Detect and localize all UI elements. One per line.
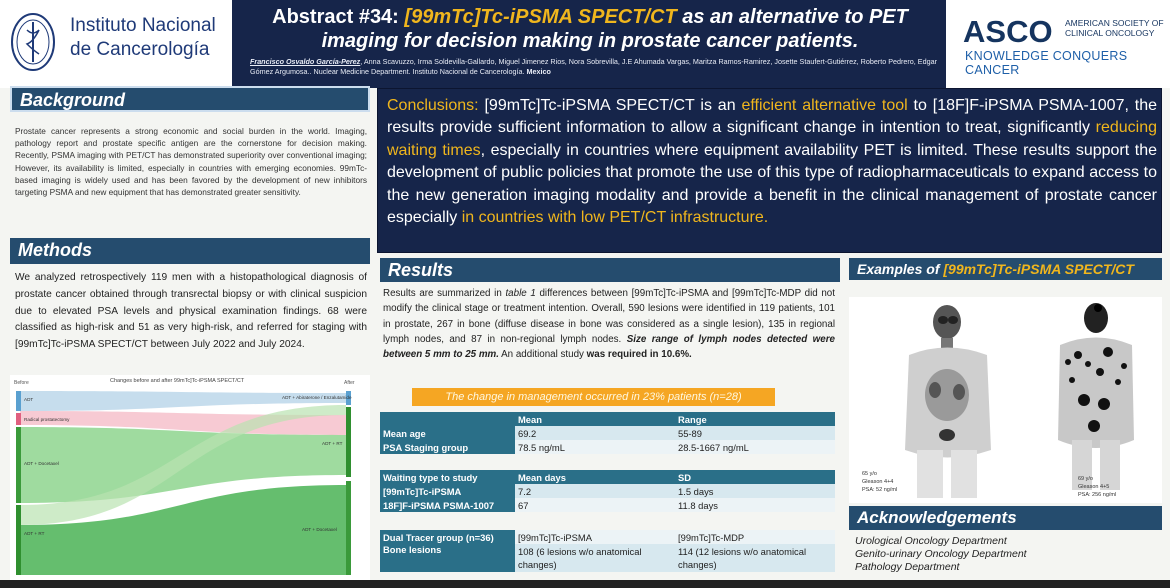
asco-tagline: KNOWLEDGE CONQUERS CANCER [965, 49, 1128, 77]
table-header-cell: Waiting type to study [380, 470, 515, 484]
results-heading: Results [380, 258, 840, 282]
conclusions-part: [99mTc]Tc-iPSMA SPECT/CT is an [478, 97, 742, 114]
table-header-cell: Dual Tracer group (n=36) [380, 530, 515, 544]
acknowledgements-list [855, 535, 1027, 574]
table-header-cell: Mean [515, 412, 675, 426]
table-cell: 7.2 [515, 484, 675, 498]
table-header-cell [380, 412, 515, 426]
conclusions-highlight: in countries with low PET/CT infrastructure. [461, 209, 769, 227]
conclusions-text [387, 95, 1157, 229]
sankey-diagram [10, 375, 370, 580]
table-cell: 114 (12 lesions w/o anatomical changes) [675, 544, 835, 572]
change-management-banner: The change in management occurred in 23% patients (n=28) [412, 388, 775, 406]
co-authors: , Anna Scavuzzo, Irma Soldevilla-Gallardo, Miguel Jimenez Rios, Nora Sobrevilla, J.E Ahumada Vargas, Maritza Ramos-Ramirez, Josette Staufert-Gutiérrez, Roberto Pedrero, Edgar Gómez Argumosa.. Nuclear Medicine Department. Instituto Nacional de Cancerología. [250, 57, 937, 76]
author-list [250, 57, 940, 76]
scan1-age: 65 y/o [862, 471, 877, 477]
examples-heading [849, 258, 1162, 280]
table-row [380, 440, 835, 454]
acknowledgement-item: Genito-urinary Oncology Department [855, 548, 1027, 560]
sankey-node [16, 505, 21, 575]
acknowledgement-item: Pathology Department [855, 561, 960, 573]
sankey-node-label: ADT [24, 397, 34, 402]
results-lymph-size: Size range of lymph nodes detected were between 5 mm to 25 mm. [383, 333, 835, 361]
table-cell: PSA Staging group [380, 440, 515, 454]
acknowledgements-heading: Acknowledgements [849, 506, 1162, 530]
examples-heading-highlight: [99mTc]Tc-iPSMA SPECT/CT [943, 261, 1134, 277]
examples-heading-prefix: Examples of [857, 261, 944, 277]
table-row [380, 426, 835, 440]
title-prefix: Abstract #34: [272, 6, 405, 28]
table-cell: 28.5-1667 ng/mL [675, 440, 835, 454]
table-cell: 67 [515, 498, 675, 512]
table-cell: 55-89 [675, 426, 835, 440]
asco-society-name: AMERICAN SOCIETY OF CLINICAL ONCOLOGY [1065, 18, 1164, 38]
table-cell: Bone lesions [380, 544, 515, 572]
sankey-node-label: ADT + Docetaxel [302, 527, 337, 532]
methods-text: We analyzed retrospectively 119 men with a histopathological diagnosis of prostate cancer obtained through transrectal biopsy or with clinical suspicion due to elevated PSA levels and physical examination findings. 68 were classified as high-risk and 51 as very high-risk, and referred for staging with [99mTc]Tc-iPSMA SPECT/CT between July 2022 and July 2024. [15, 272, 367, 351]
asco-logo: ASCO [963, 14, 1053, 49]
scan2-age: 69 y/o [1078, 476, 1093, 482]
institute-seal-logo [10, 12, 56, 72]
institute-name-line2: de Cancerología [70, 39, 210, 60]
title-rest: as an alternative to PET [676, 6, 908, 28]
table-age-psa [380, 412, 835, 454]
table-header-cell: SD [675, 470, 835, 484]
institute-name-line1: Instituto Nacional [70, 15, 216, 36]
conclusions-label: Conclusions: [387, 97, 479, 114]
results-additional-study: was required in 10.6%. [586, 349, 692, 361]
scan2-psa: PSA: 256 ng/ml [1078, 492, 1117, 498]
conclusions-highlight: reducing waiting times [387, 119, 1157, 159]
table-row [380, 498, 835, 512]
sankey-title: Changes before and after 99mTc]Tc-iPSMA SPECT/CT [110, 378, 245, 384]
table-waiting-times [380, 470, 835, 512]
background-heading: Background [10, 86, 370, 112]
sankey-node-label: ADT + RT [322, 441, 343, 446]
table-cell: 108 (6 lesions w/o anatomical changes) [515, 544, 675, 572]
table-cell: Mean age [380, 426, 515, 440]
sankey-node [346, 407, 351, 477]
acknowledgement-item: Urological Oncology Department [855, 535, 1007, 547]
table-cell: 18F]F-iPSMA PSMA-1007 [380, 498, 515, 512]
country: Mexico [526, 66, 551, 76]
scan2-caption [1078, 475, 1116, 499]
sankey-node-label: Radical prostatectomy [24, 417, 70, 422]
methods-heading: Methods [10, 238, 370, 264]
title-highlight: [99mTc]Tc-iPSMA SPECT/CT [404, 6, 677, 28]
bottom-bar [0, 580, 1170, 588]
sankey-flow [20, 391, 346, 411]
conclusions-part: to [18F]F-iPSMA PSMA-1007, the results provide sufficient information to allow a significant change in intention to treat, significantly [387, 97, 1158, 137]
conclusions-part: , especially in countries where equipment availability PET is limited. These results support the development of public policies that promote the use of this type of radiopharmaceuticals to expand access to the new generation imaging modality and provide a benefit in the clinical management of prostate cancer especially [387, 141, 1157, 227]
table-cell: [99mTc]Tc-iPSMA [380, 484, 515, 498]
table-row [380, 484, 835, 498]
sankey-node [16, 391, 21, 411]
sankey-node-label: ADT + Abiraterone / Enzalutamide [282, 395, 352, 400]
table-header-cell: Mean days [515, 470, 675, 484]
sankey-node-label: ADT + Docetaxel [24, 461, 59, 466]
results-part: Results are summarized in [383, 288, 506, 299]
results-table-ref: table 1 [505, 288, 536, 299]
scan2-gleason: Gleason 4+5 [1078, 484, 1110, 490]
results-text [383, 286, 835, 362]
psma-scan-image-1 [895, 300, 1005, 500]
sankey-node [16, 427, 21, 503]
scan1-psa: PSA: 52 ng/ml [862, 487, 898, 493]
psma-scan-image-2 [1038, 300, 1148, 492]
table-row [380, 544, 835, 572]
table-cell: 78.5 ng/mL [515, 440, 675, 454]
institute-name [70, 14, 230, 62]
lead-author: Francisco Osvaldo García-Perez [250, 57, 361, 66]
scan1-gleason: Gleason 4+4 [862, 479, 894, 485]
table-header-row [380, 412, 835, 426]
conclusions-highlight: efficient alternative tool [741, 97, 908, 114]
title-line2: imaging for decision making in prostate cancer patients. [321, 30, 859, 52]
results-part: differences between [99mTc]Tc-iPSMA and [99mTc]Tc-MDP did not modify the clinical stage or treatment intention. Overall, 590 lesions were identified in 119 patients, 101 in prostate, 267 in bone (diffuse disease in bone was considered as a single lesion), 135 in regional lymph nodes, and 87 in non-regional lymph nodes. [383, 288, 835, 345]
table-header-cell: Range [675, 412, 835, 426]
sankey-right-label: After [344, 380, 355, 386]
results-part: An additional study [498, 349, 587, 361]
sankey-node [346, 481, 351, 575]
table-header-cell: [99mTc]Tc-MDP [675, 530, 835, 544]
background-text: Prostate cancer represents a strong economic and social burden in the world. Imaging, pathology report and prostate specific antigen are the cornerstone for decision making. Recently, PSMA imaging with PET/CT has demonstrated superiority over conventional imaging; However, its availability is limited, especially in countries with emerging economies. 99mTc-based imaging is widely used and has been favored by the development of new inhibitors targeting PSMA and new equipment that has demonstrated greater sensitivity. [15, 126, 367, 198]
sankey-left-label: Before [14, 380, 29, 386]
table-cell: 69.2 [515, 426, 675, 440]
table-dual-tracer [380, 530, 835, 572]
table-cell: 1.5 days [675, 484, 835, 498]
sankey-node-label: ADT + RT [24, 531, 45, 536]
table-header-cell: [99mTc]Tc-iPSMA [515, 530, 675, 544]
table-header-row [380, 470, 835, 484]
sankey-node [16, 413, 21, 425]
poster-title [245, 5, 935, 53]
table-cell: 11.8 days [675, 498, 835, 512]
table-header-row [380, 530, 835, 544]
scan1-caption [862, 470, 897, 494]
